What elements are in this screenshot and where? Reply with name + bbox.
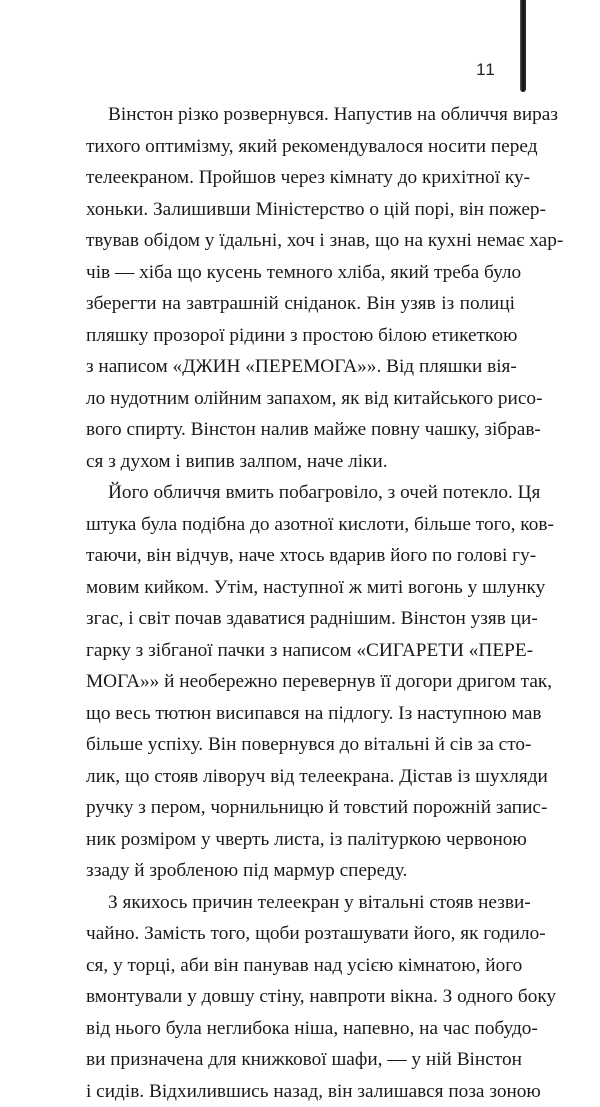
- text-line: що весь тютюн висипався на підлогу. Із наступною мав: [86, 698, 515, 730]
- text-line: ся, у торці, аби він панував над усією кімнатою, його: [86, 950, 515, 982]
- text-line: лик, що стояв ліворуч від телеекрана. Дістав із шухляди: [86, 761, 515, 793]
- text-line: ззаду й зробленою під мармур спереду.: [86, 855, 515, 887]
- text-line: чів — хіба що кусень темного хліба, який треба було: [86, 257, 515, 289]
- body-text: [86, 99, 515, 1107]
- text-line: більше успіху. Він повернувся до вітальні й сів за сто-: [86, 729, 515, 761]
- text-line: хоньки. Залишивши Міністерство о цій порі, він пожер-: [86, 194, 515, 226]
- text-line: гарку з зібганої пачки з написом «СИГАРЕТИ «ПЕРЕ-: [86, 635, 515, 667]
- text-line: вмонтували у довшу стіну, навпроти вікна. З одного боку: [86, 981, 515, 1013]
- text-line: телеекраном. Пройшов через кімнату до крихітної ку-: [86, 162, 515, 194]
- text-line: мовим кийком. Утім, наступної ж миті вогонь у шлунку: [86, 572, 515, 604]
- text-line: ся з духом і випив залпом, наче ліки.: [86, 446, 515, 478]
- text-line: ник розміром у чверть листа, із палітуркою червоною: [86, 824, 515, 856]
- text-line: ви призначена для книжкової шафи, — у ній Вінстон: [86, 1044, 515, 1076]
- text-line: твував обідом у їдальні, хоч і знав, що на кухні немає хар-: [86, 225, 515, 257]
- text-line: штука була подібна до азотної кислоти, більше того, ков-: [86, 509, 515, 541]
- text-line: тихого оптимізму, який рекомендувалося носити перед: [86, 131, 515, 163]
- text-line: таючи, він відчув, наче хтось вдарив його по голові гу-: [86, 540, 515, 572]
- paragraph: [86, 99, 515, 477]
- page-edge-mark: [520, 0, 526, 92]
- text-line: і сидів. Відхилившись назад, він залишався поза зоною: [86, 1076, 515, 1107]
- text-line: Вінстон різко розвернувся. Напустив на обличчя вираз: [86, 99, 515, 131]
- paragraph: [86, 887, 515, 1107]
- text-line: вого спирту. Вінстон налив майже повну чашку, зібрав-: [86, 414, 515, 446]
- text-line: з написом «ДЖИН «ПЕРЕМОГА»». Від пляшки вія-: [86, 351, 515, 383]
- page-number: 11: [468, 60, 504, 80]
- text-line: ручку з пером, чорнильницю й товстий порожній запис-: [86, 792, 515, 824]
- text-line: пляшку прозорої рідини з простою білою етикеткою: [86, 320, 515, 352]
- text-line: МОГА»» й необережно перевернув її догори дригом так,: [86, 666, 515, 698]
- text-line: Його обличчя вмить побагровіло, з очей потекло. Ця: [86, 477, 515, 509]
- text-line: чайно. Замість того, щоби розташувати його, як годило-: [86, 918, 515, 950]
- text-line: ло нудотним олійним запахом, як від китайського рисо-: [86, 383, 515, 415]
- text-line: зберегти на завтрашній сніданок. Він узяв із полиці: [86, 288, 515, 320]
- text-line: згас, і світ почав здаватися раднішим. Вінстон узяв ци-: [86, 603, 515, 635]
- paragraph: [86, 477, 515, 887]
- text-line: від нього була неглибока ніша, напевно, на час побудо-: [86, 1013, 515, 1045]
- text-line: З якихось причин телеекран у вітальні стояв незви-: [86, 887, 515, 919]
